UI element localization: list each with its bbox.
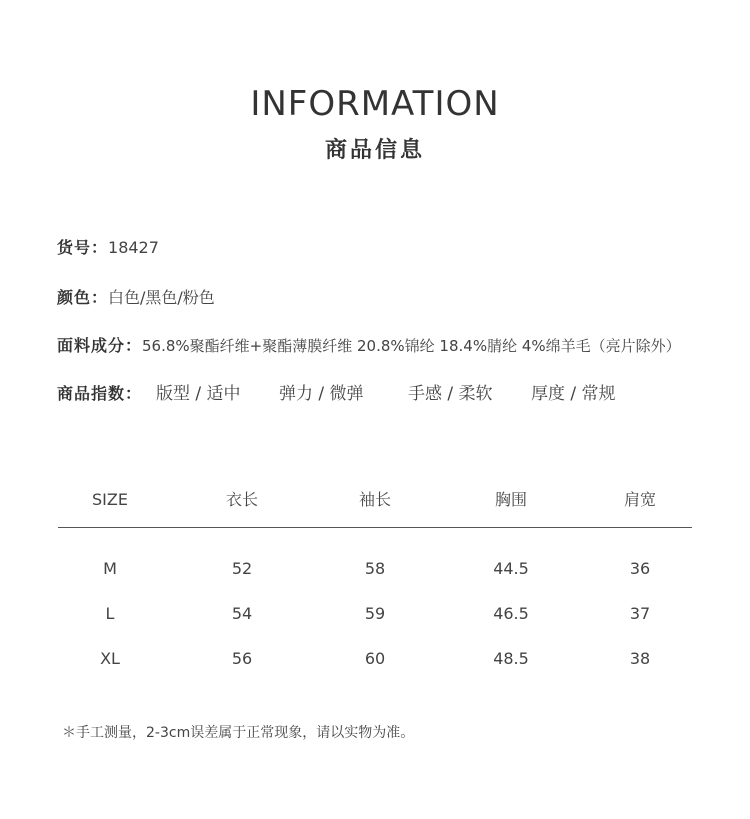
measurement-note: ＊手工测量，2-3cm误差属于正常现象，请以实物为准。 (62, 725, 415, 741)
index-item-stretch: 弹力 / 微弹 (279, 384, 364, 404)
index-label: 商品指数： (57, 384, 143, 403)
column-header-shoulder: 肩宽 (623, 490, 656, 509)
info-row-color (57, 286, 215, 310)
index-item-fit: 版型 / 适中 (156, 384, 241, 404)
color-label: 颜色： (57, 288, 109, 307)
size-table-header (0, 488, 750, 512)
table-cell-length: 56 (231, 649, 253, 668)
table-row (0, 602, 750, 626)
table-cell-length: 52 (231, 559, 253, 578)
code-label: 货号： (57, 238, 109, 257)
table-divider (58, 527, 692, 528)
table-cell-length: 54 (231, 604, 253, 623)
table-cell-sleeve: 59 (364, 604, 386, 623)
table-cell-sleeve: 58 (364, 559, 386, 578)
table-row (0, 647, 750, 671)
table-cell-bust: 44.5 (493, 559, 529, 578)
column-header-length: 衣长 (225, 490, 258, 509)
code-value: 18427 (108, 238, 159, 257)
column-header-sleeve: 袖长 (358, 490, 391, 509)
table-cell-bust: 48.5 (493, 649, 529, 668)
info-row-code (57, 236, 159, 260)
page-title-en: INFORMATION (250, 84, 500, 124)
table-cell-size: L (105, 604, 115, 623)
table-cell-size: XL (100, 649, 120, 668)
page-title-cn: 商品信息 (324, 138, 425, 163)
info-row-index (57, 382, 616, 406)
table-cell-shoulder: 38 (629, 649, 651, 668)
index-item-thickness: 厚度 / 常规 (531, 384, 616, 404)
column-header-bust: 胸围 (494, 490, 527, 509)
fabric-value: 56.8%聚酯纤维+聚酯薄膜纤维 20.8%锦纶 18.4%腈纶 4%绵羊毛（亮片除外） (142, 337, 681, 355)
table-cell-shoulder: 36 (629, 559, 651, 578)
index-item-feel: 手感 / 柔软 (408, 384, 493, 404)
fabric-label: 面料成分： (57, 336, 143, 355)
info-row-fabric (57, 334, 681, 358)
column-header-size: SIZE (92, 490, 128, 509)
color-value: 白色/黑色/粉色 (108, 288, 215, 307)
table-cell-shoulder: 37 (629, 604, 651, 623)
table-cell-size: M (103, 559, 117, 578)
table-row (0, 557, 750, 581)
table-cell-bust: 46.5 (493, 604, 529, 623)
table-cell-sleeve: 60 (364, 649, 386, 668)
